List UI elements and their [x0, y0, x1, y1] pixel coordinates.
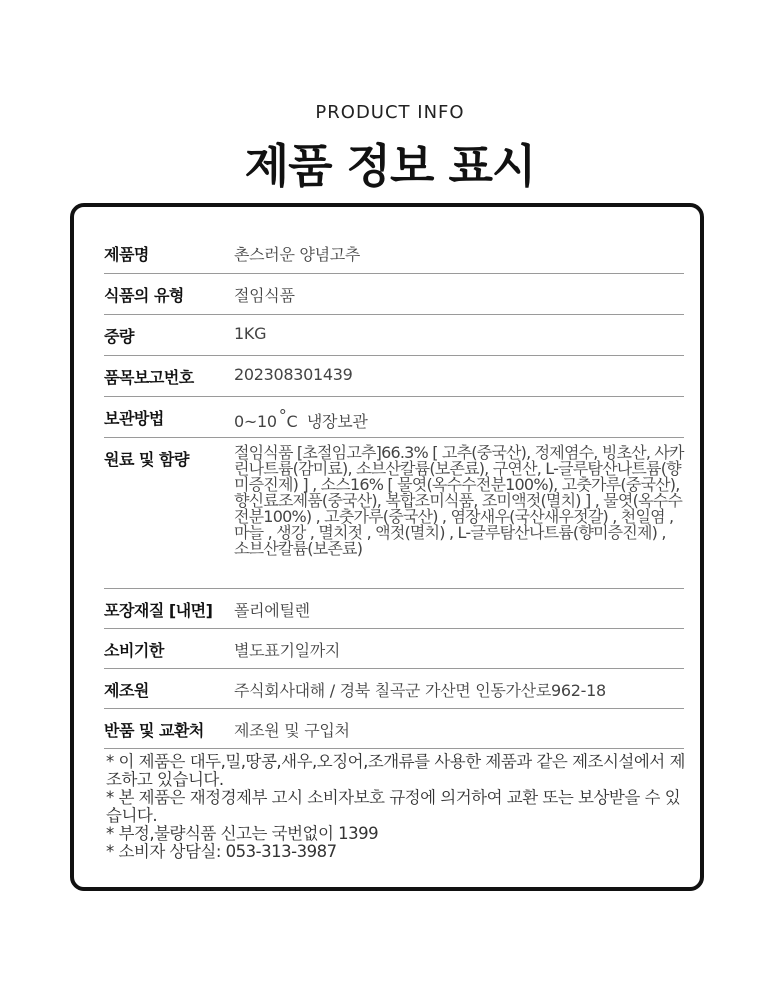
temperature-unit: C: [286, 412, 298, 431]
degree-symbol: °: [278, 406, 287, 425]
table-row: [104, 356, 684, 397]
row-value: 절임식품: [234, 286, 295, 305]
row-label: 제조원: [104, 681, 149, 700]
table-row: [104, 233, 684, 274]
row-value: 1KG: [234, 324, 267, 343]
row-value: 제조원 및 구입처: [234, 721, 350, 740]
notice-section: [106, 753, 686, 861]
table-row: [104, 709, 684, 749]
row-label: 품목보고번호: [104, 368, 194, 387]
table-row: [104, 669, 684, 709]
table-row: [104, 629, 684, 669]
info-table: [104, 233, 684, 749]
row-label: 소비기한: [104, 641, 164, 660]
table-row: [104, 315, 684, 356]
table-row: [104, 397, 684, 438]
row-value: 별도표기일까지: [234, 641, 341, 660]
row-label: 식품의 유형: [104, 286, 184, 305]
row-value: 202308301439: [234, 365, 353, 384]
notice-item: * 부정,불량식품 신고는 국번없이 1399: [106, 824, 379, 843]
page-subtitle: PRODUCT INFO: [315, 102, 465, 123]
notice-item: * 소비자 상담실: 053-313-3987: [106, 842, 337, 861]
row-label: 반품 및 교환처: [104, 721, 204, 740]
storage-method: 냉장보관: [306, 412, 368, 431]
table-row: [104, 438, 684, 589]
row-label: 보관방법: [104, 409, 164, 428]
row-value: 촌스러운 양념고추: [234, 245, 361, 264]
notice-item: * 이 제품은 대두,밀,땅콩,새우,오징어,조개류를 사용한 제품과 같은 제조시설에서 제조하고 있습니다.: [106, 752, 685, 789]
storage-value: [234, 397, 684, 432]
row-value: 폴리에틸렌: [234, 601, 310, 620]
page-title: 제품 정보 표시: [244, 139, 536, 193]
row-label: 제품명: [104, 245, 149, 264]
ingredients-value: 절임식품 [초절임고추]66.3% [ 고추(중국산), 정제염수, 빙초산, 사카린나트륨(감미료), 소브산칼륨(보존료), 구연산, L-글루탐산나트륨(향미증진제) ] , 소스16% [ 물엿(옥수수전분100%), 고춧가루(중국산), 향신료조제품(중국산), 복합조미식품, 조미액젓(멸치) ] , 물엿(옥수수전분100%) , 고춧가루(중국산) , 염장새우(국산새우젓갈) , 천일염 , 마늘 , 생강 , 멸치젓 , 액젓(멸치) , L-글루탐산나트륨(향미증진제) , 소브산칼륨(보존료): [234, 443, 684, 558]
temperature-range: 0~10: [234, 412, 277, 431]
table-row: [104, 274, 684, 315]
row-label: 포장재질 [내면]: [104, 601, 213, 620]
table-row: [104, 589, 684, 629]
notice-item: * 본 제품은 재정경제부 고시 소비자보호 규정에 의거하여 교환 또는 보상받을 수 있습니다.: [106, 788, 681, 825]
row-label: 원료 및 함량: [104, 450, 189, 469]
product-info-panel: [70, 203, 704, 891]
row-value: 주식회사대해 / 경북 칠곡군 가산면 인동가산로962-18: [234, 681, 606, 700]
row-label: 중량: [104, 327, 134, 346]
